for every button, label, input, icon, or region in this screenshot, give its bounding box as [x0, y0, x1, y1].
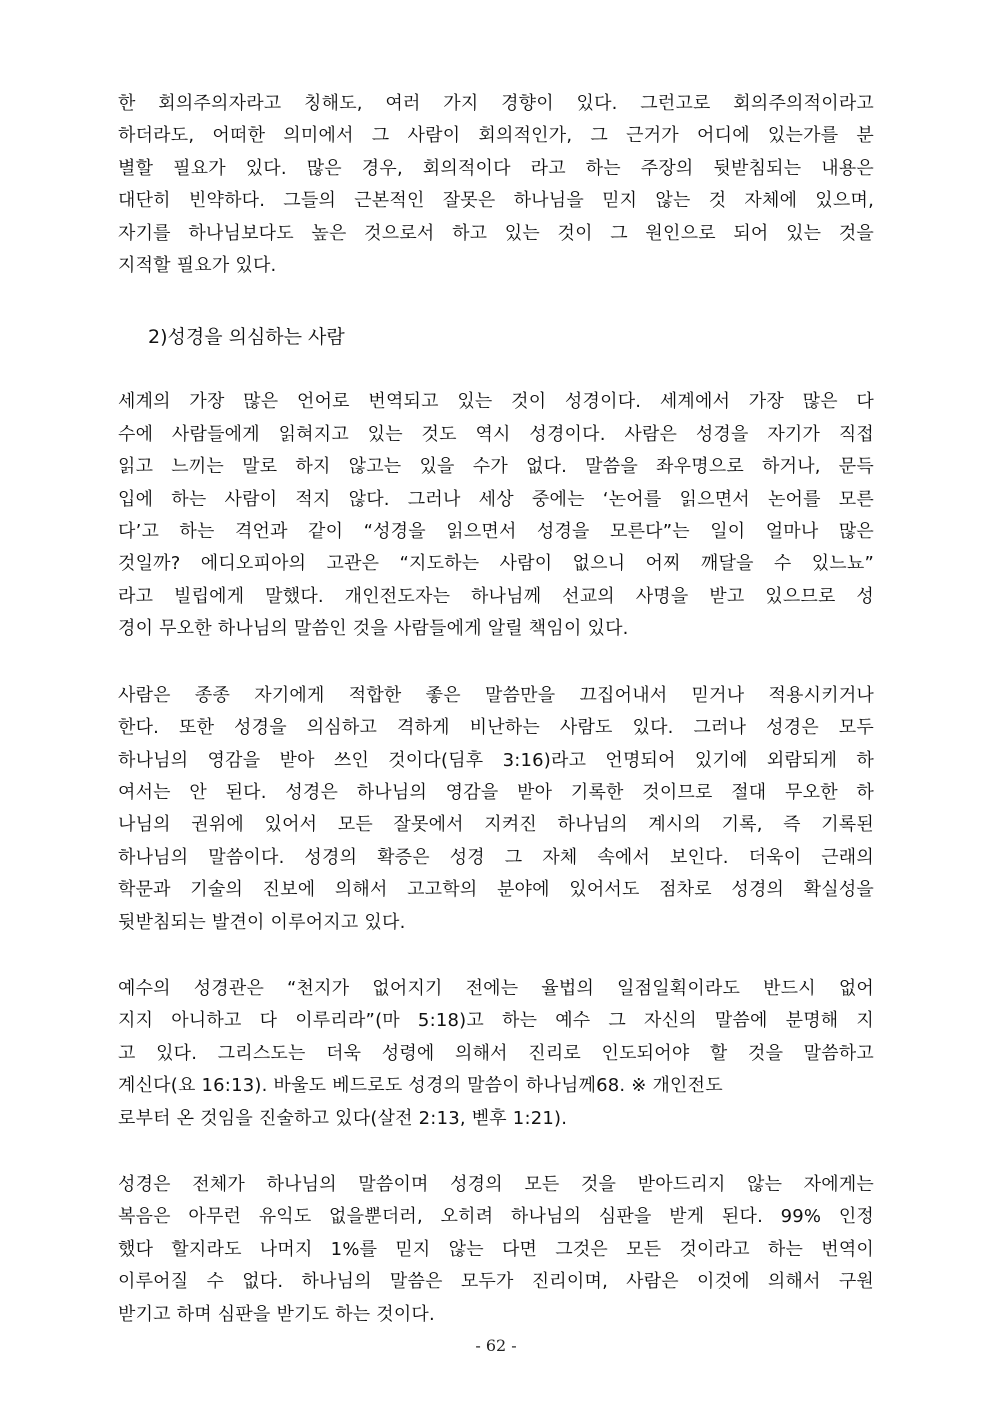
- text-line: 라고 빌립에게 말했다. 개인전도자는 하나님께 선교의 사명을 받고 있으므로 성: [118, 585, 874, 607]
- text-line: 것일까? 에디오피아의 고관은 “지도하는 사람이 없으니 어찌 깨달을 수 있느뇨”: [118, 553, 874, 575]
- paragraph-bible-translation: [118, 386, 874, 645]
- text-line: 이루어질 수 없다. 하나님의 말씀은 모두가 진리이며, 사람은 이것에 의해서 구원: [118, 1271, 874, 1293]
- text-line: 복음은 아무런 유익도 없을뿐더러, 오히려 하나님의 심판을 받게 된다. 99% 인정: [118, 1206, 874, 1228]
- text-line: 나님의 권위에 있어서 모든 잘못에서 지켜진 하나님의 계시의 기록, 즉 기록된: [118, 814, 874, 836]
- text-line: 했다 할지라도 나머지 1%를 믿지 않는 다면 그것은 모든 것이라고 하는 번역이: [118, 1238, 874, 1260]
- text-line: 경이 무오한 하나님의 말씀인 것을 사람들에게 알릴 책임이 있다.: [118, 618, 629, 640]
- text-line: 고 있다. 그리스도는 더욱 성령에 의해서 진리로 인도되어야 할 것을 말씀하고: [118, 1042, 874, 1064]
- text-line: 사람은 종종 자기에게 적합한 좋은 말씀만을 끄집어내서 믿거나 적용시키거나: [118, 684, 874, 706]
- text-line: 읽고 느끼는 말로 하지 않고는 있을 수가 없다. 말씀을 좌우명으로 하거나, 문득: [118, 456, 874, 478]
- text-line: 지적할 필요가 있다.: [118, 255, 277, 277]
- text-line: 입에 하는 사람이 적지 않다. 그러나 세상 중에는 ‘논어를 읽으면서 논어를 모른: [118, 488, 874, 510]
- document-page: [118, 88, 874, 1331]
- text-line: 뒷받침되는 발견이 이루어지고 있다.: [118, 911, 406, 933]
- paragraph-jesus-view: [118, 973, 874, 1135]
- text-line: 하나님의 영감을 받아 쓰인 것이다(딤후 3:16)라고 언명되어 있기에 외람되게 하: [118, 749, 874, 771]
- text-line: 계신다(요 16:13). 바울도 베드로도 성경의 말씀이 하나님께68. ※ 개인전도: [118, 1075, 723, 1097]
- text-line: 예수의 성경관은 “천지가 없어지기 전에는 율법의 일점일획이라도 반드시 없어: [118, 977, 874, 999]
- text-line: 세계의 가장 많은 언어로 번역되고 있는 것이 성경이다. 세계에서 가장 많은 다: [118, 391, 874, 413]
- paragraph-inspiration: [118, 680, 874, 939]
- text-line: 받기고 하며 심판을 받기도 하는 것이다.: [118, 1303, 435, 1325]
- section-heading: 2)성경을 의심하는 사람: [148, 326, 345, 349]
- text-line: 자기를 하나님보다도 높은 것으로서 하고 있는 것이 그 원인으로 되어 있는 것을: [118, 222, 874, 244]
- page-number: - 62 -: [475, 1336, 517, 1355]
- text-line: 지지 아니하고 다 이루리라”(마 5:18)고 하는 예수 그 자신의 말씀에 분명해 지: [118, 1010, 874, 1032]
- paragraph-whole-word: [118, 1169, 874, 1331]
- text-line: 다’고 하는 격언과 같이 “성경을 읽으면서 성경을 모른다”는 일이 얼마나 많은: [118, 521, 874, 543]
- text-line: 하나님의 말씀이다. 성경의 확증은 성경 그 자체 속에서 보인다. 더욱이 근래의: [118, 846, 874, 868]
- text-line: 학문과 기술의 진보에 의해서 고고학의 분야에 있어서도 점차로 성경의 확실성을: [118, 879, 874, 901]
- text-line: 하더라도, 어떠한 의미에서 그 사람이 회의적인가, 그 근거가 어디에 있는가를 분: [118, 125, 874, 147]
- text-line: 한다. 또한 성경을 의심하고 격하게 비난하는 사람도 있다. 그러나 성경은 모두: [118, 717, 874, 739]
- text-line: 성경은 전체가 하나님의 말씀이며 성경의 모든 것을 받아드리지 않는 자에게는: [118, 1173, 874, 1195]
- paragraph-skeptic-intro: [118, 88, 874, 282]
- text-line: 한 회의주의자라고 칭해도, 여러 가지 경향이 있다. 그런고로 회의주의적이라고: [118, 93, 874, 114]
- text-line: 별할 필요가 있다. 많은 경우, 회의적이다 라고 하는 주장의 뒷받침되는 내용은: [118, 157, 874, 179]
- text-line: 대단히 빈약하다. 그들의 근본적인 잘못은 하나님을 믿지 않는 것 자체에 있으며,: [118, 190, 874, 212]
- text-line: 여서는 안 된다. 성경은 하나님의 영감을 받아 기록한 것이므로 절대 무오한 하: [118, 781, 874, 803]
- text-line: 수에 사람들에게 읽혀지고 있는 것도 역시 성경이다. 사람은 성경을 자기가 직접: [118, 423, 874, 445]
- text-line: 로부터 온 것임을 진술하고 있다(살전 2:13, 벧후 1:21).: [118, 1107, 568, 1129]
